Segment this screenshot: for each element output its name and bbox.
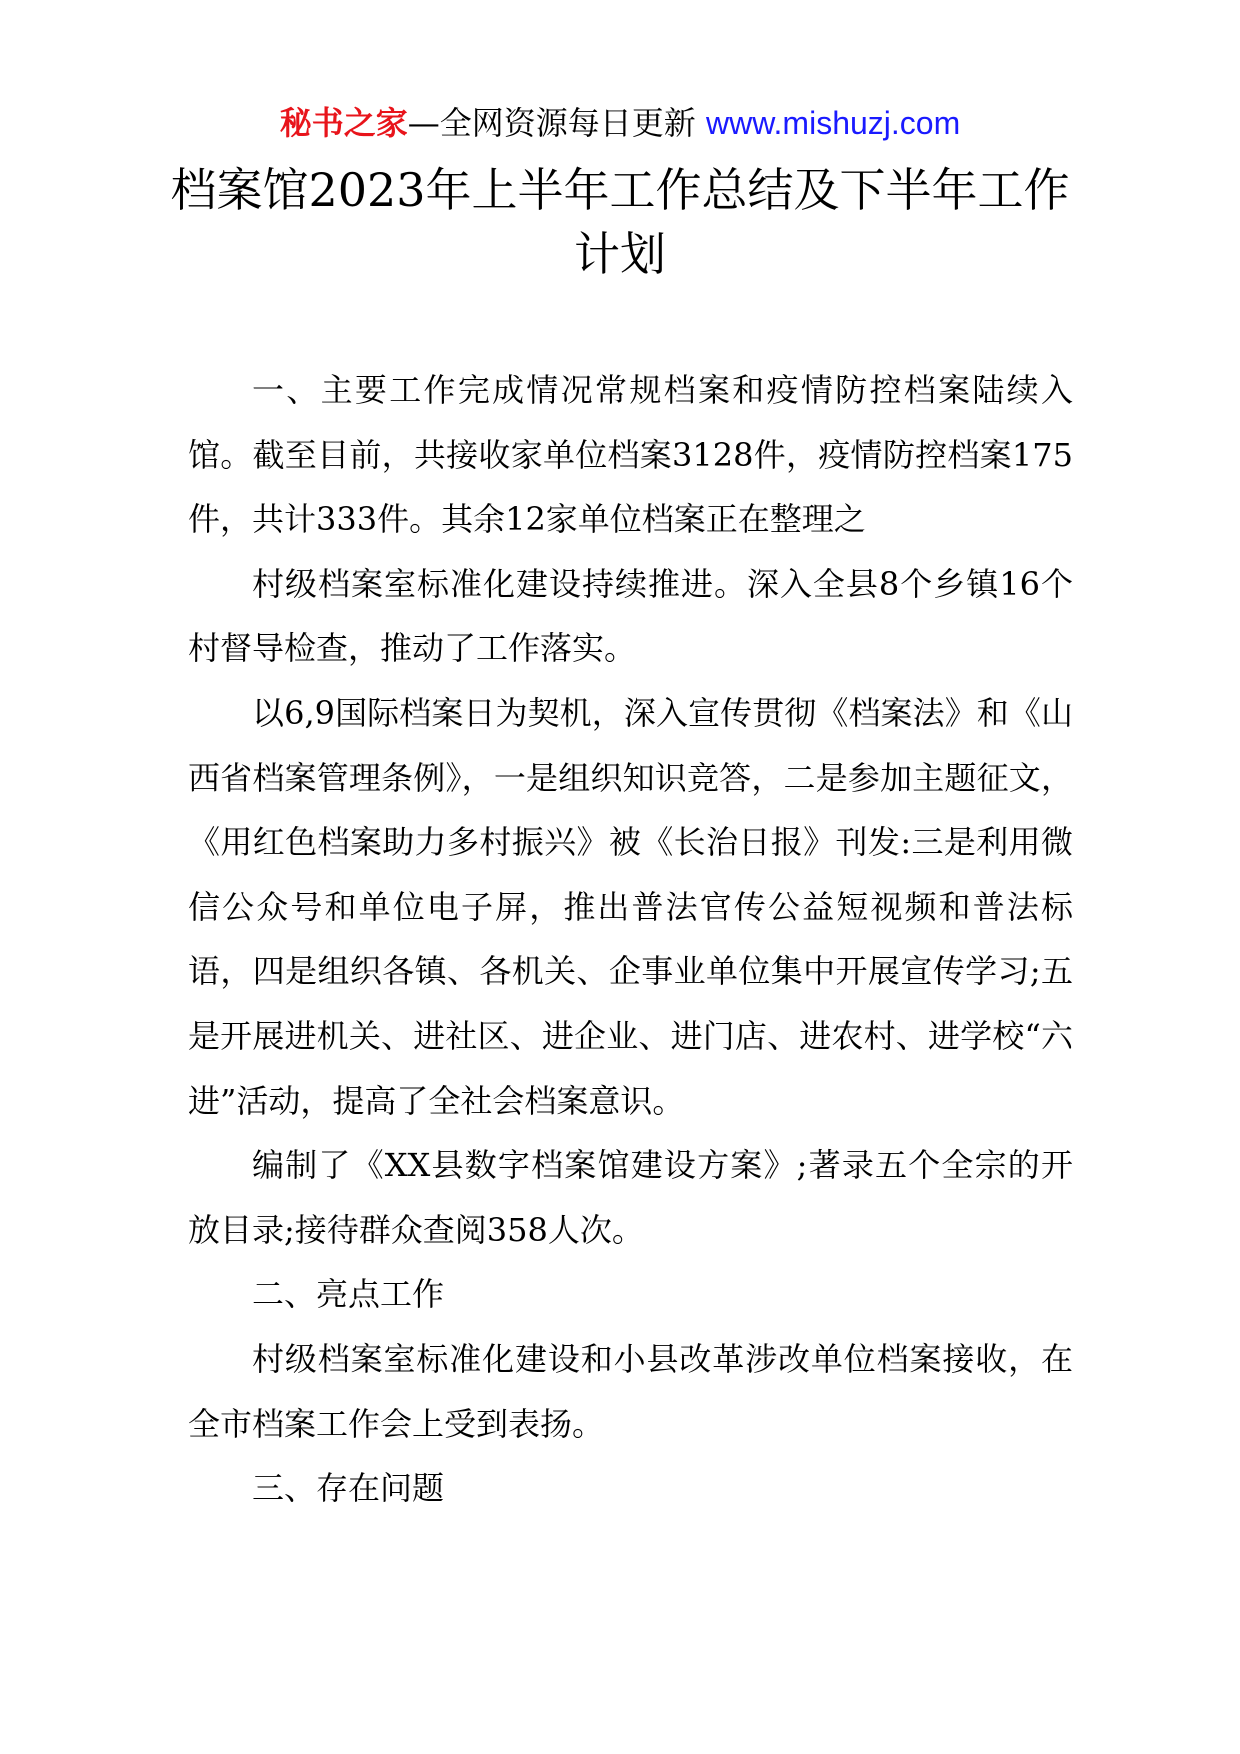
paragraph-digital-archives: 编制了《XX县数字档案馆建设方案》;著录五个全宗的开放目录;接待群众查阅358人次。: [188, 1146, 1073, 1249]
paragraph-main-work: 一、主要工作完成情况常规档案和疫情防控档案陆续入馆。截至目前，共接收家单位档案3128件，疫情防控档案175件，共计333件。其余12家单位档案正在整理之: [188, 371, 1073, 539]
header-slogan: —全网资源每日更新: [407, 104, 696, 142]
paragraph-highlights: 村级档案室标准化建设和小县改革涉改单位档案接收，在全市档案工作会上受到表扬。: [188, 1339, 1073, 1443]
header-url-link[interactable]: www.mishuzj.com: [705, 105, 961, 141]
brand-name: 秘书之家: [279, 104, 408, 142]
section-heading-highlights: 二、亮点工作: [252, 1275, 445, 1314]
watermark-header: [0, 100, 1240, 146]
section-heading-problems: 三、存在问题: [252, 1469, 445, 1508]
paragraph-village-archives: 村级档案室标准化建设持续推进。深入全县8个乡镇16个村督导检查，推动了工作落实。: [188, 564, 1073, 668]
document-body: [188, 358, 1073, 1521]
document-title: 档案馆2023年上半年工作总结及下半年工作计划: [170, 163, 1070, 281]
paragraph-archives-day: 以6,9国际档案日为契机，深入宣传贯彻《档案法》和《山西省档案管理条例》，一是组织知识竞答，二是参加主题征文，《用红色档案助力多村振兴》被《长治日报》刊发:三是利用微信公众号和单位电子屏，推出普法官传公益短视频和普法标语，四是组织各镇、各机关、企事业单位集中开展宣传学习;五是开展进机关、进社区、进企业、进门店、进农村、进学校“六进”活动，提高了全社会档案意识。: [188, 693, 1073, 1120]
